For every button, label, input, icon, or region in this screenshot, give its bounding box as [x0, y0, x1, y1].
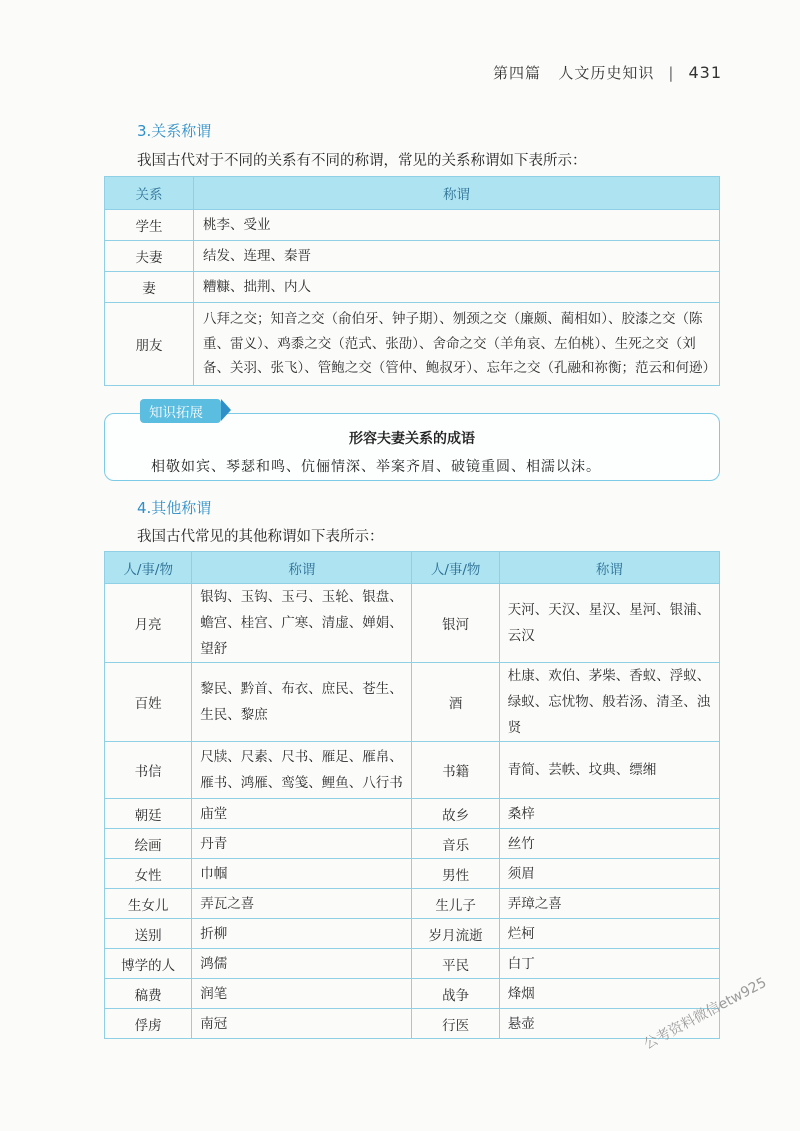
item-cell: 生女儿 [105, 889, 192, 919]
item-cell: 百姓 [105, 663, 192, 742]
title-cell: 桃李、受业 [194, 210, 720, 241]
item-cell: 博学的人 [105, 949, 192, 979]
title-cell: 银钩、玉钩、玉弓、玉轮、银盘、蟾宫、桂宫、广寒、清虚、婵娟、望舒 [192, 584, 412, 663]
item-cell: 送别 [105, 919, 192, 949]
item-cell: 银河 [412, 584, 499, 663]
table-row [105, 1009, 720, 1039]
title-cell: 糟糠、拙荆、内人 [194, 272, 720, 303]
title-cell: 青简、芸帙、坟典、缥缃 [499, 742, 719, 799]
table-row [105, 979, 720, 1009]
col-title-left: 称谓 [192, 552, 412, 584]
page-number: 431 [688, 63, 722, 82]
relation-cell: 妻 [105, 272, 194, 303]
watermark: 公考资料微信etw925 [641, 974, 770, 1053]
title-cell: 弄璋之喜 [499, 889, 719, 919]
title-cell: 南冠 [192, 1009, 412, 1039]
table-row [105, 584, 720, 663]
header-divider: | [668, 64, 675, 82]
col-title-right: 称谓 [499, 552, 719, 584]
title-cell: 杜康、欢伯、茅柴、香蚁、浮蚁、绿蚁、忘忧物、般若汤、清圣、浊贤 [499, 663, 719, 742]
title-cell: 丝竹 [499, 829, 719, 859]
title-cell: 悬壶 [499, 1009, 719, 1039]
item-cell: 书籍 [412, 742, 499, 799]
part-title: 人文历史知识 [558, 64, 655, 82]
title-cell: 烽烟 [499, 979, 719, 1009]
item-cell: 书信 [105, 742, 192, 799]
item-cell: 男性 [412, 859, 499, 889]
table-row [105, 799, 720, 829]
title-cell: 烂柯 [499, 919, 719, 949]
table-row [105, 742, 720, 799]
item-cell: 月亮 [105, 584, 192, 663]
col-title: 称谓 [194, 177, 720, 210]
section3-title: 3.关系称谓 [137, 122, 212, 140]
title-cell: 巾帼 [192, 859, 412, 889]
table-header-row [105, 552, 720, 584]
item-cell: 绘画 [105, 829, 192, 859]
table-row [105, 210, 720, 241]
table-row [105, 303, 720, 386]
relation-cell: 学生 [105, 210, 194, 241]
title-cell: 尺牍、尺素、尺书、雁足、雁帛、雁书、鸿雁、鸾笺、鲤鱼、八行书 [192, 742, 412, 799]
title-cell: 黎民、黔首、布衣、庶民、苍生、生民、黎庶 [192, 663, 412, 742]
relation-cell: 夫妻 [105, 241, 194, 272]
item-cell: 故乡 [412, 799, 499, 829]
knowledge-body: 相敬如宾、琴瑟和鸣、伉俪情深、举案齐眉、破镜重圆、相濡以沫。 [151, 459, 601, 475]
title-cell: 八拜之交；知音之交（俞伯牙、钟子期）、刎颈之交（廉颇、蔺相如）、胶漆之交（陈重、雷义）、鸡黍之交（范式、张劭）、舍命之交（羊角哀、左伯桃）、生死之交（刘备、关羽、张飞）、管鲍之交（管仲、鲍叔牙）、忘年之交（孔融和祢衡；范云和何逊） [194, 303, 720, 386]
title-cell: 折柳 [192, 919, 412, 949]
title-cell: 须眉 [499, 859, 719, 889]
table-row [105, 949, 720, 979]
knowledge-box [104, 413, 720, 481]
table-row [105, 919, 720, 949]
item-cell: 行医 [412, 1009, 499, 1039]
title-cell: 白丁 [499, 949, 719, 979]
col-item-right: 人/事/物 [412, 552, 499, 584]
knowledge-title: 形容夫妻关系的成语 [349, 431, 475, 447]
table-row [105, 272, 720, 303]
title-cell: 庙堂 [192, 799, 412, 829]
title-cell: 丹青 [192, 829, 412, 859]
table-row [105, 859, 720, 889]
title-cell: 天河、天汉、星汉、星河、银浦、云汉 [499, 584, 719, 663]
title-cell: 润笔 [192, 979, 412, 1009]
title-cell: 鸿儒 [192, 949, 412, 979]
item-cell: 稿费 [105, 979, 192, 1009]
item-cell: 战争 [412, 979, 499, 1009]
table-row [105, 241, 720, 272]
col-relation: 关系 [105, 177, 194, 210]
item-cell: 平民 [412, 949, 499, 979]
part-label: 第四篇 [493, 64, 542, 82]
page-header [493, 62, 722, 83]
item-cell: 生儿子 [412, 889, 499, 919]
table-header-row [105, 177, 720, 210]
section3-intro: 我国古代对于不同的关系有不同的称谓，常见的关系称谓如下表所示： [137, 153, 587, 169]
table-row [105, 663, 720, 742]
relation-table [104, 176, 720, 386]
item-cell: 酒 [412, 663, 499, 742]
section4-intro: 我国古代常见的其他称谓如下表所示： [137, 529, 384, 545]
title-cell: 弄瓦之喜 [192, 889, 412, 919]
relation-cell: 朋友 [105, 303, 194, 386]
item-cell: 俘虏 [105, 1009, 192, 1039]
item-cell: 岁月流逝 [412, 919, 499, 949]
table-row [105, 829, 720, 859]
item-cell: 女性 [105, 859, 192, 889]
knowledge-tag: 知识拓展 [140, 399, 221, 423]
col-item-left: 人/事/物 [105, 552, 192, 584]
item-cell: 朝廷 [105, 799, 192, 829]
title-cell: 结发、连理、秦晋 [194, 241, 720, 272]
item-cell: 音乐 [412, 829, 499, 859]
title-cell: 桑梓 [499, 799, 719, 829]
section4-title: 4.其他称谓 [137, 499, 212, 517]
other-titles-table [104, 551, 720, 1039]
table-row [105, 889, 720, 919]
